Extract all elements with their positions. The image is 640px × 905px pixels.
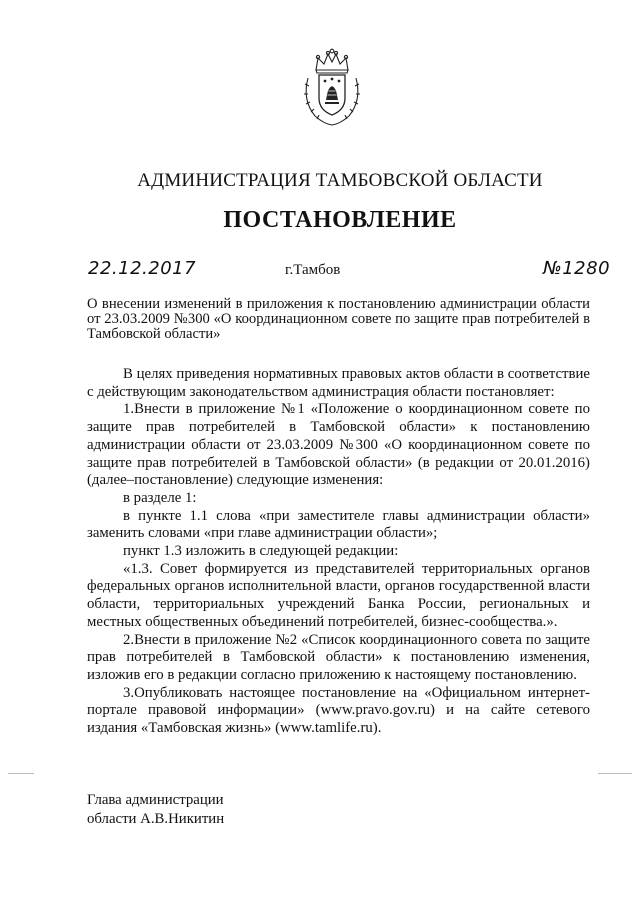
scan-artifact-left (8, 773, 34, 774)
signature-position: Глава администрации (87, 792, 224, 808)
document-subject: О внесении изменений в приложения к постановлению администрации области от 23.03.2009 №300 «О координационном совете по защите прав потребителей в Тамбовской области» (87, 296, 590, 342)
clause-1-3-text-paragraph: «1.3. Совет формируется из представителей территориальных органов федеральных органов исполнительной власти, органов государственной власти области, территориальных учреждений Банка России, региональных и местных общественных объединений потребителей, бизнес-сообщества.». (87, 560, 590, 630)
scan-artifact-right (598, 773, 632, 774)
item-2-paragraph: 2.Внести в приложение №2 «Список координационного совета по защите прав потребителей в Тамбовской области» к постановлению изменения, изложив его в редакции согласно приложению к настоящему постановлению. (87, 631, 590, 683)
clause-1-1-paragraph: в пункте 1.1 слова «при заместителе главы администрации области» заменить словами «при главе администрации области»; (87, 507, 590, 542)
signature-block (87, 791, 224, 829)
clause-1-3-intro-paragraph: пункт 1.3 изложить в следующей редакции: (123, 543, 399, 560)
document-body (87, 366, 590, 738)
item-3-paragraph: 3.Опубликовать настоящее постановление на «Официальном интернет-портале правовой информации» (www.pravo.gov.ru) и на сайте сетевого издания «Тамбовская жизнь» (www.tamlife.ru). (87, 684, 590, 737)
signature-name: области А.В.Никитин (87, 811, 225, 827)
document-type-title: ПОСТАНОВЛЕНИЕ (223, 207, 457, 233)
item-1-paragraph: 1.Внести в приложение №1 «Положение о координационном совете по защите прав потребителей в Тамбовской области» к постановлению администрации области от 23.03.2009 №300 «О координационном совете по защите прав потребителей в Тамбовской области» (в редакции от 20.01.2016) (далее–постановление) следующие изменения: (87, 401, 590, 489)
organization-name: АДМИНИСТРАЦИЯ ТАМБОВСКОЙ ОБЛАСТИ (137, 170, 543, 191)
preamble-paragraph: В целях приведения нормативных правовых актов области в соответствие с действующим законодательством администрация области постановляет: (87, 366, 590, 400)
section-1-paragraph: в разделе 1: (123, 489, 197, 506)
tambov-coat-of-arms-icon (299, 48, 365, 128)
document-date: 22.12.2017 (88, 258, 197, 279)
document-number: №1280 (543, 258, 611, 279)
document-city: г.Тамбов (285, 262, 341, 278)
coat-of-arms-emblem (299, 48, 365, 128)
